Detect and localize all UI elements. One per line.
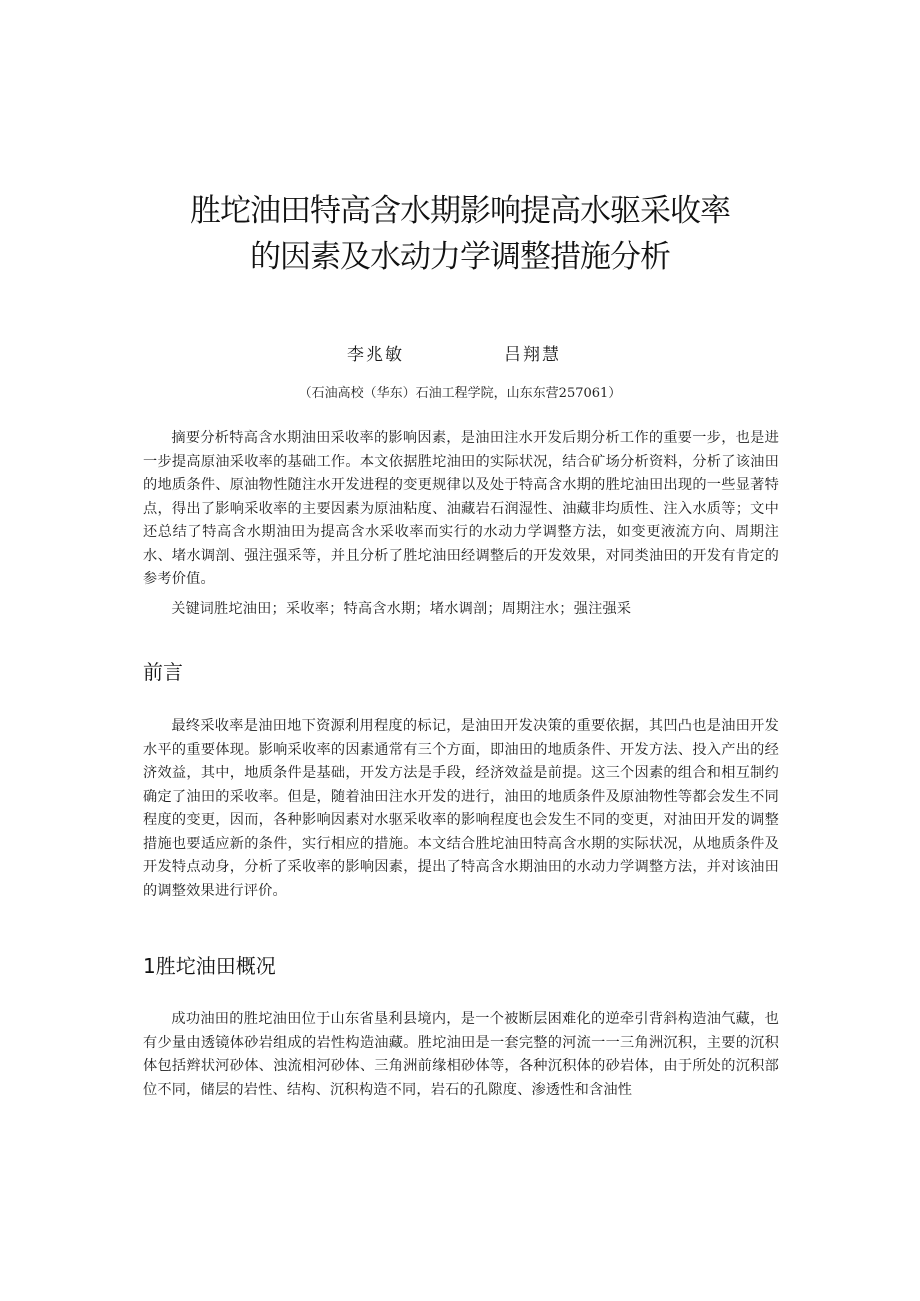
- title-line-2: 的因素及水动力学调整措施分析: [250, 239, 670, 275]
- abstract: 摘要分析特高含水期油田采收率的影响因素，是油田注水开发后期分析工作的重要一步，也是进一步提高原油采收率的基础工作。本文依据胜坨油田的实际状况，结合矿场分析资料，分析了该油田的地质条件、原油物性随注水开发进程的变更规律以及处于特高含水期的胜坨油田出现的一些显著特点，得出了影响采收率的主要因素为原油粘度、油藏岩石润湿性、油藏非均质性、注入水质等；文中还总结了特高含水期油田为提高含水采收率而实行的水动力学调整方法，如变更液流方向、周期注水、堵水调剖、强注强采等，并且分析了胜坨油田经调整后的开发效果，对同类油田的开发有肯定的参考价值。: [143, 430, 779, 587]
- section-body-intro: 最终采收率是油田地下资源利用程度的标记，是油田开发决策的重要依据，其凹凸也是油田开发水平的重要体现。影响采收率的因素通常有三个方面，即油田的地质条件、开发方法、投入产出的经济效益，其中，地质条件是基础，开发方法是手段，经济效益是前提。这三个因素的组合和相互制约确定了油田的采收率。但是，随着油田注水开发的进行，油田的地质条件及原油物性等都会发生不同程度的变更，因而，各种影响因素对水驱采收率的影响程度也会发生不同的变更，对油田开发的调整措施也要适应新的条件，实行相应的措施。本文结合胜坨油田特高含水期的实际状况，从地质条件及开发特点动身，分析了采收率的影响因素，提出了特高含水期油田的水动力学调整方法，并对该油田的调整效果进行评价。: [143, 718, 779, 899]
- keywords-label: 关键词: [171, 601, 214, 617]
- keywords-text: 胜坨油田；采收率；特高含水期；堵水调剖；周期注水；强注强采: [214, 601, 632, 617]
- author-1: 李兆敏: [347, 345, 404, 365]
- section-heading-intro: 前言: [143, 660, 183, 684]
- section-body-overview: 成功油田的胜坨油田位于山东省垦利县境内，是一个被断层困难化的逆牵引背斜构造油气藏，也有少量由透镜体砂岩组成的岩性构造油藏。胜坨油田是一套完整的河流一一三角洲沉积，主要的沉积体包括辫状河砂体、浊流相河砂体、三角洲前缘相砂体等，各种沉积体的砂岩体，由于所处的沉积部位不同，储层的岩性、结构、沉积构造不同，岩石的孔隙度、渗透性和含油性: [143, 1011, 779, 1098]
- paper-title: [60, 188, 860, 280]
- title-line-1: 胜坨油田特高含水期影响提高水驱采收率: [190, 193, 730, 229]
- affiliation: （石油高校（华东）石油工程学院，山东东营257061）: [298, 386, 622, 401]
- section-heading-overview: 1胜坨油田概况: [143, 954, 276, 978]
- keywords: [143, 598, 779, 622]
- author-2: 吕翔慧: [504, 345, 561, 365]
- author-list: [0, 340, 920, 366]
